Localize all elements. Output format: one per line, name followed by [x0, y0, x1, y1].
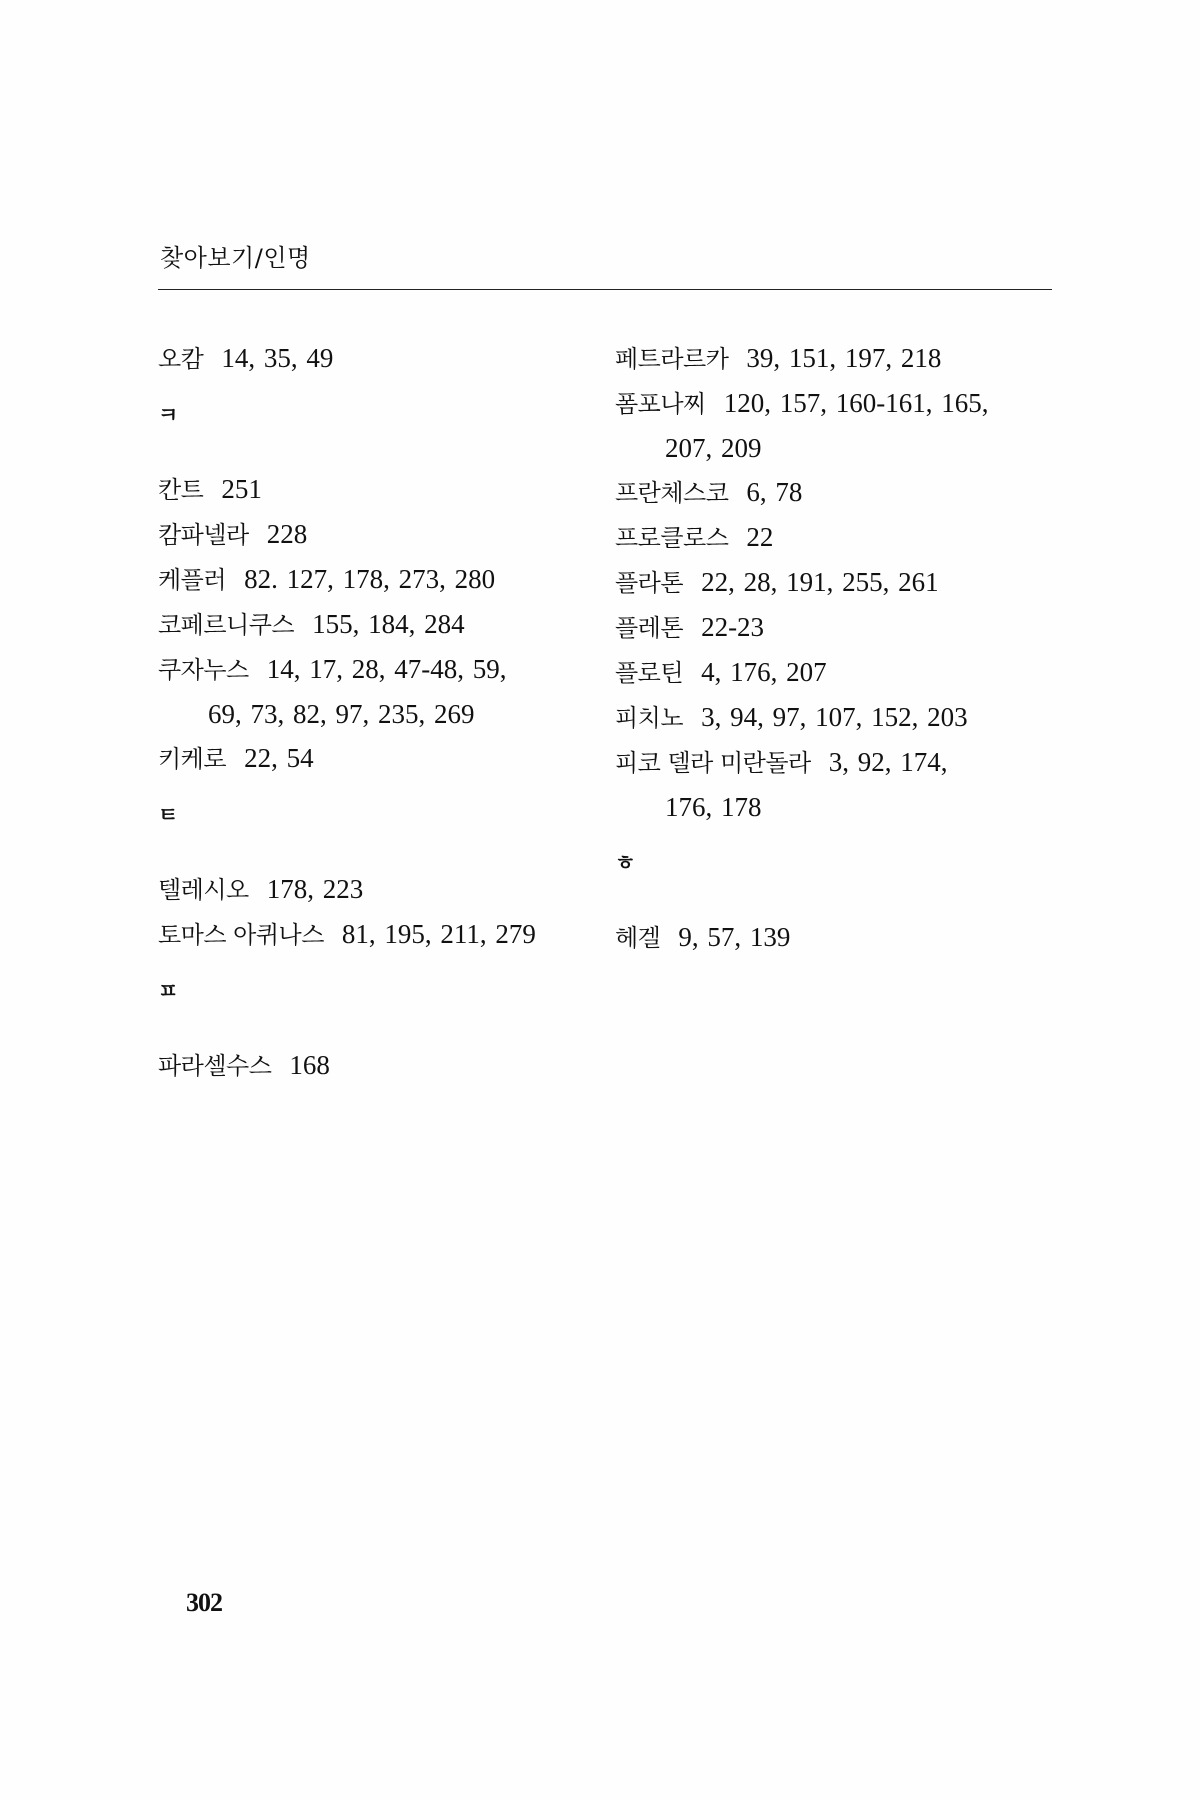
entry-pages: 82. 127, 178, 273, 280: [244, 564, 496, 594]
entry-name: 오캄: [158, 345, 204, 373]
index-entry: [158, 867, 588, 912]
entry-name: 폼포나찌: [615, 390, 706, 418]
entry-pages: 22-23: [701, 612, 765, 642]
index-entry: [158, 912, 588, 957]
entry-name: 프로클로스: [615, 524, 729, 552]
section-heading: ㅍ: [158, 979, 179, 1003]
entry-pages-continued: 69, 73, 82, 97, 235, 269: [208, 699, 475, 729]
entry-name: 캄파넬라: [158, 521, 249, 549]
index-entry: [158, 557, 588, 602]
entry-name: 피치노: [615, 704, 684, 732]
index-entry: [615, 381, 1055, 426]
index-entry: [158, 602, 588, 647]
entry-pages: 251: [221, 474, 262, 504]
index-column-left: [158, 336, 588, 1088]
entry-pages: 168: [289, 1050, 330, 1080]
entry-pages-continued: 176, 178: [665, 792, 762, 822]
entry-name: 플라톤: [615, 569, 684, 597]
entry-name: 플레톤: [615, 614, 684, 642]
header-rule: [158, 289, 1052, 290]
section-heading: ㅎ: [615, 851, 636, 875]
index-entry: [615, 650, 1055, 695]
entry-name: 코페르니쿠스: [158, 611, 295, 639]
index-entry: [615, 915, 1055, 960]
entry-pages: 22, 28, 191, 255, 261: [701, 567, 939, 597]
entry-pages: 22: [746, 522, 774, 552]
entry-pages: 6, 78: [746, 477, 803, 507]
running-header: 찾아보기/인명: [160, 244, 311, 272]
entry-pages-continued: 207, 209: [665, 433, 762, 463]
index-column-right: [615, 336, 1055, 960]
entry-pages: 228: [266, 519, 308, 549]
entry-name: 키케로: [158, 745, 227, 773]
index-entry: [158, 647, 588, 692]
entry-name: 쿠자누스: [158, 656, 249, 684]
entry-name: 파라셀수스: [158, 1052, 272, 1080]
entry-pages: 155, 184, 284: [312, 609, 465, 639]
index-entry: [158, 336, 588, 381]
section-heading: ㅌ: [158, 803, 179, 827]
entry-pages: 81, 195, 211, 279: [341, 919, 536, 949]
index-entry: [615, 695, 1055, 740]
entry-name: 프란체스코: [615, 479, 729, 507]
entry-pages: 3, 94, 97, 107, 152, 203: [701, 702, 968, 732]
entry-name: 텔레시오: [158, 876, 249, 904]
index-entry: [615, 560, 1055, 605]
index-entry: [615, 470, 1055, 515]
entry-pages: 120, 157, 160-161, 165,: [723, 388, 989, 418]
entry-pages: 4, 176, 207: [701, 657, 827, 687]
entry-pages: 3, 92, 174,: [828, 747, 948, 777]
entry-name: 케플러: [158, 566, 227, 594]
entry-name: 칸트: [158, 476, 204, 504]
entry-name: 페트라르카: [615, 345, 729, 373]
entry-name: 플로틴: [615, 659, 684, 687]
entry-name: 피코 델라 미란돌라: [615, 749, 811, 777]
index-entry: [615, 336, 1055, 381]
entry-pages: 178, 223: [266, 874, 364, 904]
entry-pages: 14, 35, 49: [221, 343, 334, 373]
entry-name: 헤겔: [615, 924, 661, 952]
entry-pages: 22, 54: [244, 743, 314, 773]
index-entry: [158, 1043, 588, 1088]
index-entry: [615, 515, 1055, 560]
section-heading: ㅋ: [158, 403, 179, 427]
page-number: 302: [186, 1588, 222, 1617]
entry-pages: 9, 57, 139: [678, 922, 791, 952]
index-entry: [158, 512, 588, 557]
index-entry: [615, 605, 1055, 650]
entry-name: 토마스 아퀴나스: [158, 921, 324, 949]
entry-pages: 14, 17, 28, 47-48, 59,: [266, 654, 507, 684]
index-entry: [158, 736, 588, 781]
index-entry: [615, 740, 1055, 785]
entry-pages: 39, 151, 197, 218: [746, 343, 942, 373]
index-entry: [158, 467, 588, 512]
